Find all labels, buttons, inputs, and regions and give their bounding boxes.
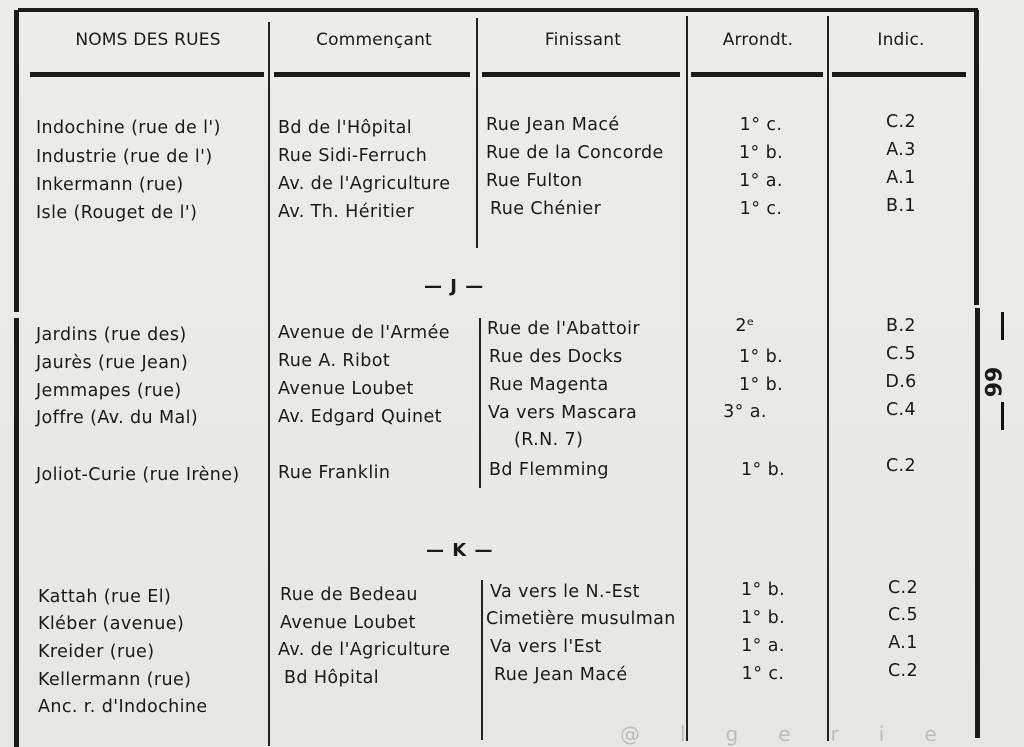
header-rule — [274, 72, 470, 77]
header-commencant: Commençant — [316, 30, 432, 50]
start-street: Av. de l'Agriculture — [278, 640, 451, 660]
indicator: C.2 — [887, 578, 919, 598]
indicator: C.5 — [885, 344, 917, 364]
street-name: Anc. r. d'Indochine — [38, 697, 208, 717]
end-street: Rue des Docks — [489, 347, 623, 367]
start-street: Rue A. Ribot — [278, 351, 391, 371]
arrondissement: 1° b. — [738, 347, 784, 367]
section-heading-j: — J — — [424, 276, 485, 297]
start-street: Avenue de l'Armée — [278, 323, 450, 343]
arrondissement: 2ᵉ — [735, 316, 755, 336]
end-street: Rue Chénier — [490, 199, 602, 219]
header-rule — [30, 72, 264, 77]
indicator: A.1 — [888, 633, 918, 653]
street-name: Kattah (rue El) — [38, 587, 172, 607]
start-street: Rue Franklin — [278, 463, 391, 483]
arrondissement: 1° b. — [738, 375, 784, 395]
header-rule — [482, 72, 680, 77]
left-border-lower — [14, 318, 19, 747]
header-finissant: Finissant — [544, 30, 622, 50]
street-name: Kellermann (rue) — [38, 670, 192, 690]
header-arrondt: Arrondt. — [722, 30, 794, 50]
page-number-dash — [1001, 402, 1004, 430]
column-divider — [268, 22, 270, 746]
end-street: Rue Magenta — [489, 375, 609, 395]
street-name: Jemmapes (rue) — [36, 381, 182, 401]
end-street: Va vers l'Est — [490, 637, 602, 657]
indicator: C.5 — [887, 605, 919, 625]
end-street: Rue Jean Macé — [486, 115, 620, 135]
street-name: Industrie (rue de l') — [36, 147, 213, 167]
start-street: Av. Th. Héritier — [278, 202, 415, 222]
end-street: Rue Jean Macé — [494, 665, 628, 685]
street-name: Joliot-Curie (rue Irène) — [36, 465, 240, 485]
arrondissement: 1° c. — [739, 115, 783, 135]
arrondissement: 1° b. — [738, 143, 784, 163]
start-street: Avenue Loubet — [278, 379, 414, 399]
right-border — [974, 10, 979, 305]
end-street: Rue Fulton — [486, 171, 583, 191]
end-street: Rue de l'Abattoir — [487, 319, 640, 339]
end-street: Cimetière musulman — [486, 609, 676, 629]
indicator: C.4 — [885, 400, 917, 420]
start-street: Bd de l'Hôpital — [278, 118, 413, 138]
section-heading-k: — K — — [426, 540, 494, 561]
street-name: Joffre (Av. du Mal) — [36, 408, 199, 428]
indicator: A.3 — [886, 140, 916, 160]
start-street: Bd Hôpital — [284, 668, 379, 688]
indicator: C.2 — [885, 112, 917, 132]
start-street: Rue de Bedeau — [280, 585, 418, 605]
arrondissement: 1° c. — [739, 199, 783, 219]
column-divider — [686, 16, 688, 741]
indicator: D.6 — [885, 372, 917, 392]
arrondissement: 1° c. — [741, 664, 785, 684]
street-name: Kreider (rue) — [38, 642, 155, 662]
indicator: A.1 — [886, 168, 916, 188]
arrondissement: 1° b. — [740, 608, 786, 628]
arrondissement: 1° a. — [741, 636, 785, 656]
end-street-continuation: (R.N. 7) — [514, 430, 584, 450]
left-border — [14, 10, 19, 312]
header-rule — [691, 72, 823, 77]
indicator: C.2 — [887, 661, 919, 681]
street-name: Isle (Rouget de l') — [36, 203, 198, 223]
street-name: Jardins (rue des) — [36, 325, 187, 345]
page-number: 66 — [979, 366, 1005, 398]
arrondissement: 3° a. — [723, 402, 767, 422]
arrondissement: 1° b. — [740, 580, 786, 600]
indicator: B.2 — [886, 316, 916, 336]
end-street: Va vers Mascara — [488, 403, 638, 423]
street-name: Kléber (avenue) — [38, 614, 185, 634]
street-name: Indochine (rue de l') — [36, 118, 221, 138]
arrondissement: 1° b. — [740, 460, 786, 480]
column-divider — [481, 580, 483, 740]
start-street: Rue Sidi-Ferruch — [278, 146, 428, 166]
header-rule — [832, 72, 966, 77]
indicator: C.2 — [885, 456, 917, 476]
start-street: Av. Edgard Quinet — [278, 407, 442, 427]
start-street: Avenue Loubet — [280, 613, 416, 633]
watermark: @lgerie — [620, 722, 977, 746]
end-street: Bd Flemming — [489, 460, 609, 480]
page-number-dash — [1001, 312, 1004, 340]
column-divider — [476, 18, 478, 248]
top-border — [18, 8, 978, 12]
column-divider — [479, 318, 481, 488]
arrondissement: 1° a. — [739, 171, 783, 191]
end-street: Va vers le N.-Est — [490, 582, 640, 602]
street-name: Jaurès (rue Jean) — [36, 353, 189, 373]
start-street: Av. de l'Agriculture — [278, 174, 451, 194]
indicator: B.1 — [886, 196, 916, 216]
street-name: Inkermann (rue) — [36, 175, 184, 195]
column-divider — [827, 16, 829, 741]
end-street: Rue de la Concorde — [486, 143, 664, 163]
header-indic: Indic. — [877, 30, 925, 50]
header-noms: NOMS DES RUES — [75, 30, 221, 50]
